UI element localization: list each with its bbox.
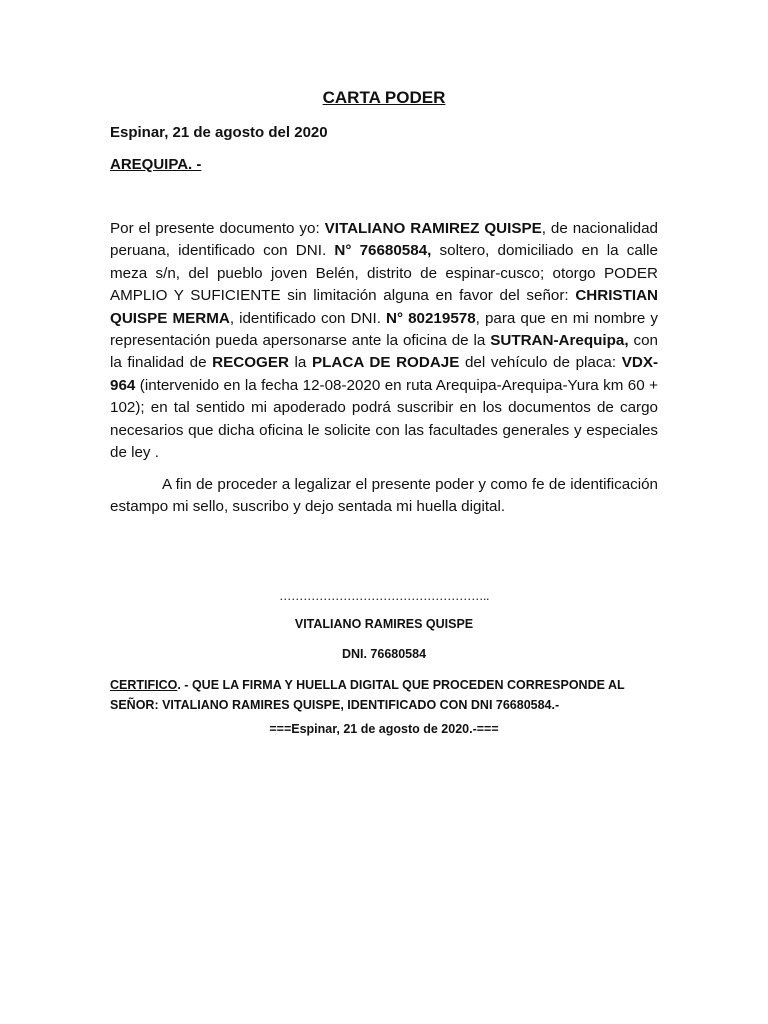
- signature-line: ……………………………………………..: [279, 589, 489, 603]
- office-name: SUTRAN-Arequipa,: [490, 332, 629, 350]
- document-title: CARTA PODER: [322, 88, 446, 107]
- destination: AREQUIPA. -: [110, 156, 202, 173]
- certification-block: [110, 675, 670, 715]
- certification-text: . - QUE LA FIRMA Y HUELLA DIGITAL QUE PROCEDEN CORRESPONDE AL SEÑOR: VITALIANO RAMIRES QUISPE, IDENTIFICADO CON DNI 76680584.-: [110, 678, 625, 712]
- action-word: RECOGER: [212, 354, 289, 372]
- agent-dni: N° 80219578: [385, 309, 476, 327]
- p1-text: soltero, domiciliado en la calle meza s/n, del pueblo joven Belén, distrito de espinar-cusco; otorgo PODER AMPLIO Y SUFICIENTE sin limitación alguna en favor del señor:: [110, 242, 658, 305]
- certification-label: CERTIFICO: [110, 678, 178, 692]
- p1-text: , identificado con DNI.: [229, 309, 386, 327]
- p1-text: Por el presente documento yo:: [110, 220, 325, 237]
- agent-name: CHRISTIAN QUISPE MERMA: [110, 287, 658, 327]
- footer-line: ===Espinar, 21 de agosto de 2020.-===: [269, 722, 499, 736]
- p1-text: (intervenido en la fecha 12-08-2020 en ruta Arequipa-Arequipa-Yura km 60 + 102); en tal sentido mi apoderado podrá suscribir en los documentos de cargo necesarios que dicha oficina le solicite con las facultades generales y especiales de ley .: [110, 376, 658, 462]
- grantor-dni: N° 76680584,: [334, 242, 432, 260]
- second-paragraph: A fin de proceder a legalizar el presente poder y como fe de identificación estampo mi sello, suscribo y dejo sentada mi huella digital.: [110, 476, 658, 516]
- signer-dni: DNI. 76680584: [341, 647, 427, 661]
- date-line: Espinar, 21 de agosto del 2020: [110, 124, 328, 141]
- p1-text: , de nacionalidad peruana, identificado con DNI.: [110, 220, 658, 260]
- p1-text: , para que en mi nombre y representación pueda apersonarse ante la oficina de la: [110, 309, 658, 350]
- signer-name: VITALIANO RAMIRES QUISPE: [294, 617, 474, 631]
- p1-text: del vehículo de placa:: [459, 354, 622, 372]
- grantor-name: VITALIANO RAMIREZ QUISPE: [324, 220, 542, 237]
- main-paragraph: [110, 218, 658, 464]
- object-name: PLACA DE RODAJE: [312, 354, 460, 372]
- p1-text: con la finalidad de: [110, 332, 658, 372]
- p1-text: la: [288, 354, 312, 372]
- vehicle-plate: VDX-964: [110, 354, 659, 394]
